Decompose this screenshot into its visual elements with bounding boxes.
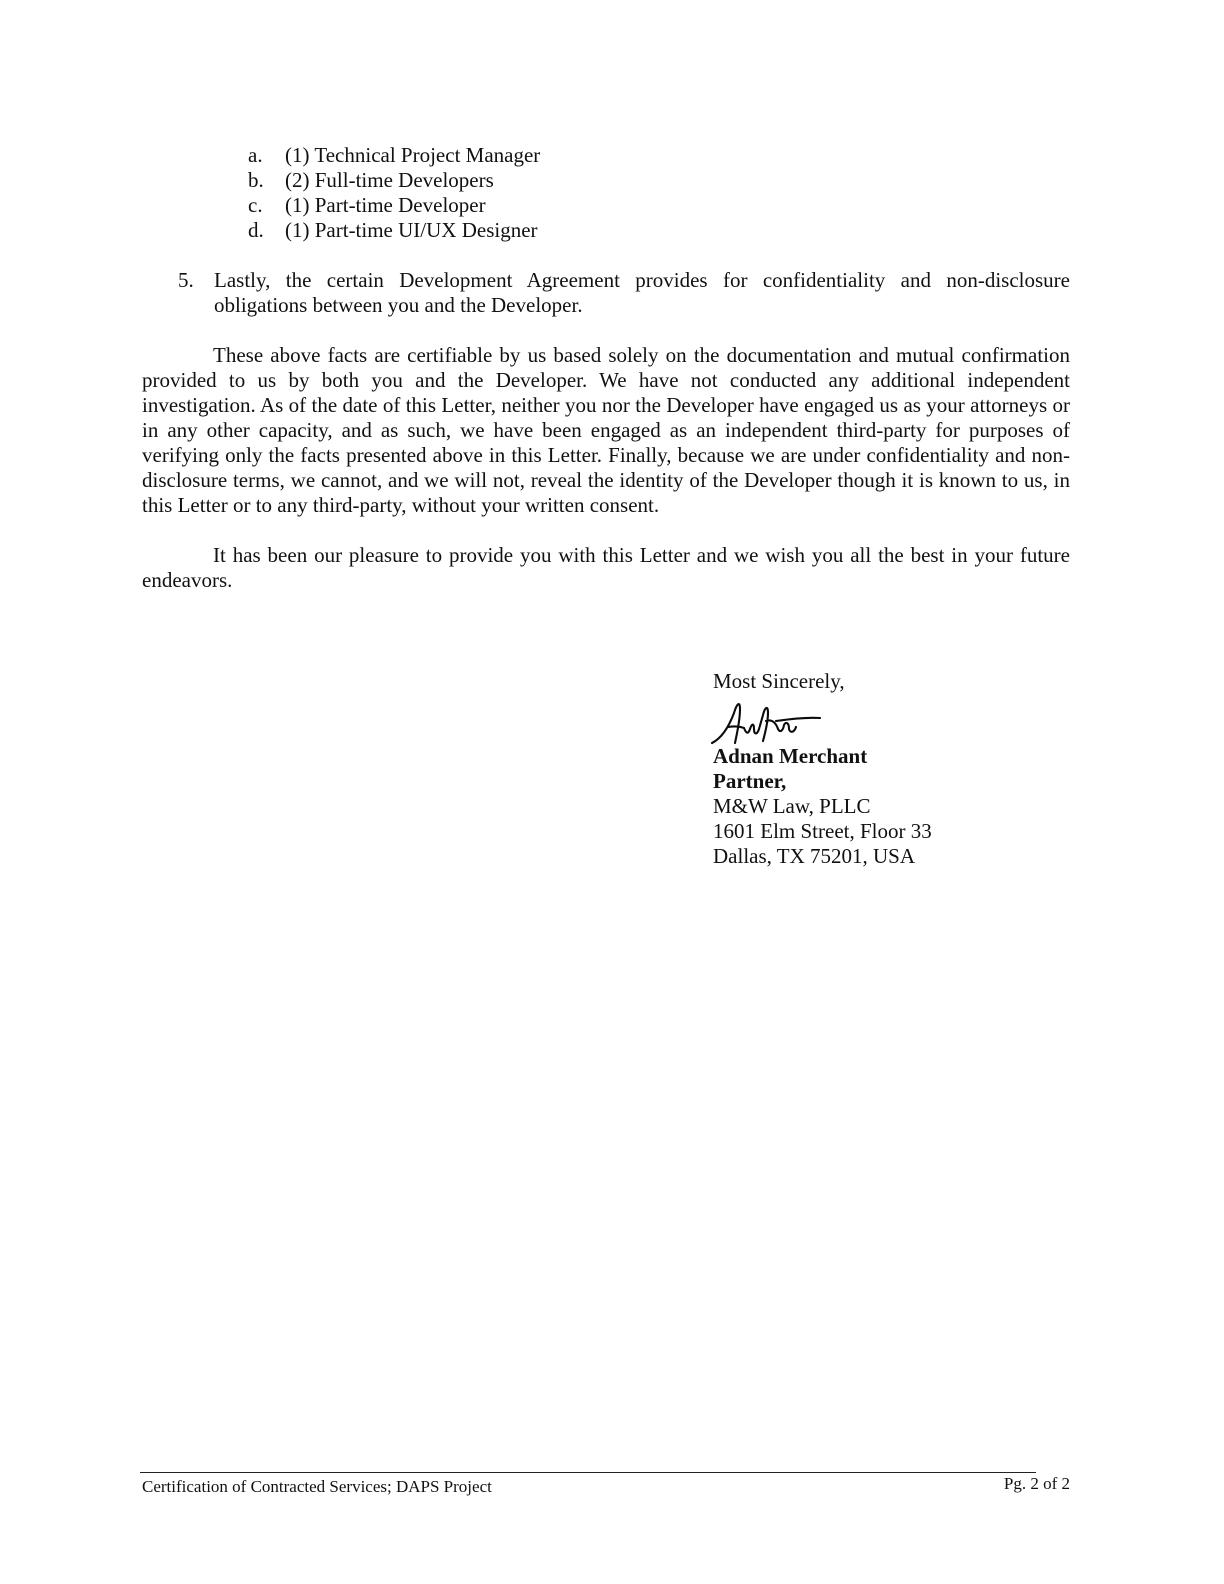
closing-salutation: Most Sincerely, [713,669,845,693]
list-marker: d. [248,218,264,242]
closing-paragraph: It has been our pleasure to provide you with this Letter and we wish you all the best in your future endeavors. [142,543,1070,592]
firm-name: M&W Law, PLLC [713,794,871,818]
footer-document-title: Certification of Contracted Services; DAPS Project [142,1477,492,1496]
list-item [248,193,540,218]
page-number: Pg. 2 of 2 [1003,1474,1070,1493]
signer-name: Adnan Merchant [713,744,868,768]
list-item [248,168,540,193]
list-item [248,143,540,168]
list-item-text: (1) Part-time Developer [285,193,486,217]
list-item-text: (2) Full-time Developers [285,168,494,192]
list-item [248,218,540,243]
signature-block [713,669,1133,869]
list-marker: a. [248,143,263,167]
address-line-2: Dallas, TX 75201, USA [713,844,916,868]
item-number: 5. [178,268,194,292]
address-line-1: 1601 Elm Street, Floor 33 [713,819,932,843]
list-marker: b. [248,168,264,192]
list-marker: c. [248,193,263,217]
signer-title: Partner, [713,769,787,793]
list-item-text: (1) Part-time UI/UX Designer [285,218,538,242]
item-text: Lastly, the certain Development Agreement provides for confidentiality and non-disclosure obligations between you and the Developer. [214,268,1070,317]
handwritten-signature [710,699,825,751]
list-item-text: (1) Technical Project Manager [285,143,541,167]
certification-paragraph: These above facts are certifiable by us based solely on the documentation and mutual confirmation provided to us by both you and the Developer. We have not conducted any additional independent investigation. As of the date of this Letter, neither you nor the Developer have engaged us as your attorneys or in any other capacity, and as such, we have been engaged as an independent third-party for purposes of verifying only the facts presented above in this Letter. Finally, because we are under confidentiality and non-disclosure terms, we cannot, and we will not, reveal the identity of the Developer though it is known to us, in this Letter or to any third-party, without your written consent. [142,343,1070,517]
footer-divider [140,1472,1036,1473]
staff-list [248,143,540,243]
numbered-item-5 [178,268,1070,318]
